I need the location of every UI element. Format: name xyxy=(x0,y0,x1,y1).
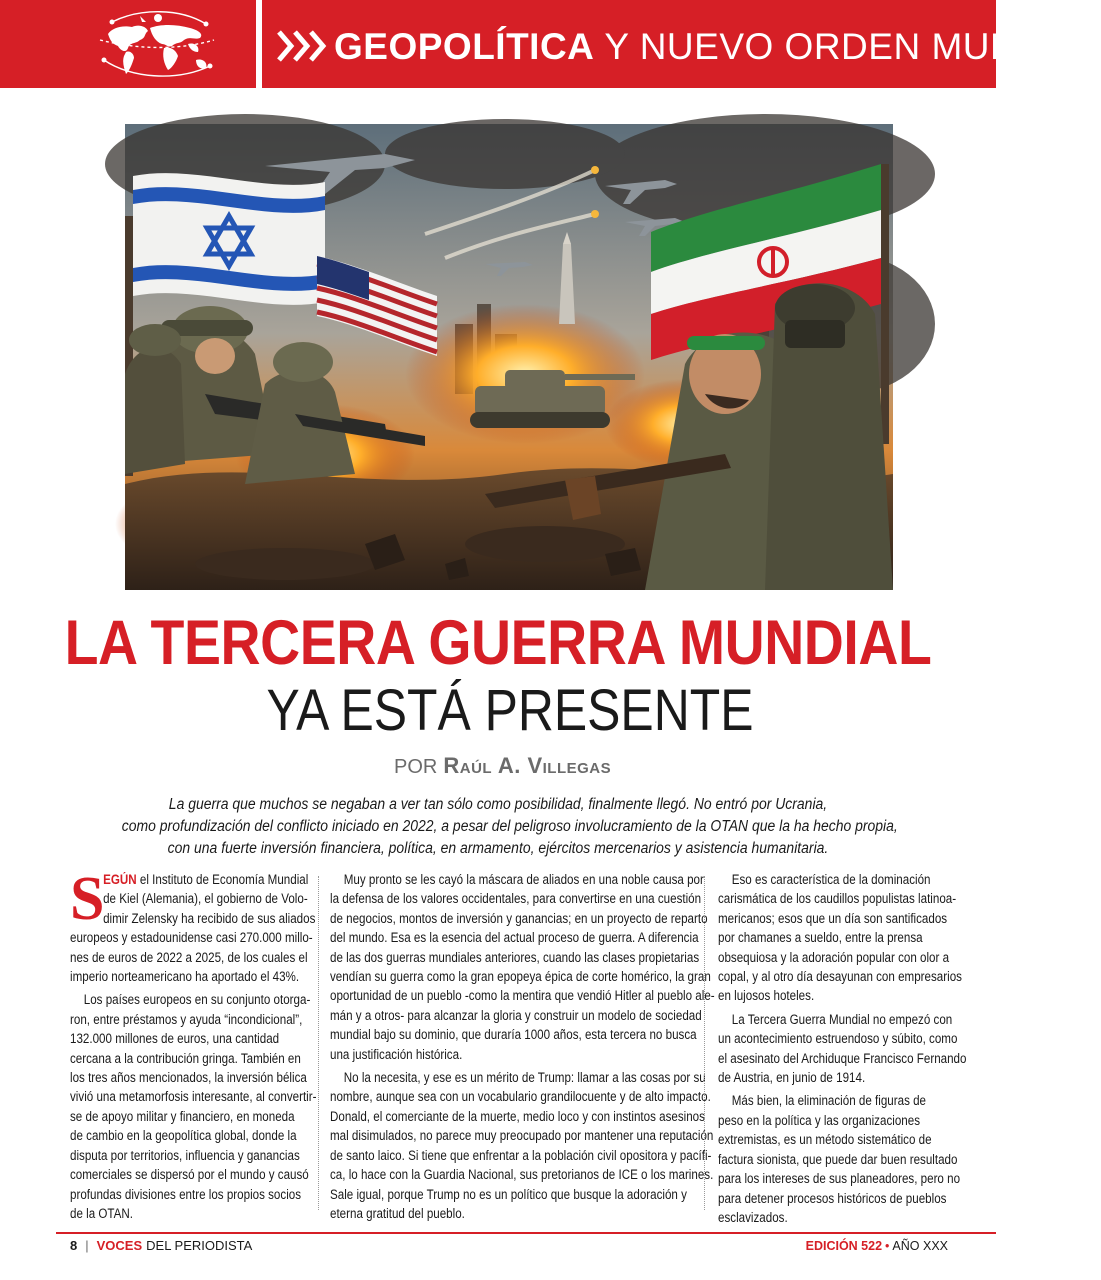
section-header xyxy=(0,0,1101,88)
edition-year: AÑO XXX xyxy=(892,1239,948,1253)
paragraph-line: nes de euros de 2022 a 2025, de los cuales el xyxy=(70,949,308,965)
paragraph-line: vivió una metamorfosis interesante, al convertir- xyxy=(70,1089,317,1105)
paragraph-line: Los países europeos en su conjunto otorga- xyxy=(83,992,311,1008)
paragraph-line: eterna gratitud del pueblo. xyxy=(330,1205,465,1221)
paragraph-line: carismática de los caudillos populistas latinoa- xyxy=(718,891,957,907)
paragraph-line: vendían su guerra como la gran epopeya épica de corte homérico, la gran xyxy=(330,969,711,985)
footer-folio xyxy=(70,1236,252,1256)
paragraph-line: Muy pronto se les cayó la máscara de aliados en una noble causa por xyxy=(343,872,704,887)
paragraph-line: obsequiosa y la adoración popular con olor a xyxy=(718,949,950,965)
paragraph-line: peso en la política y las organizaciones xyxy=(718,1112,921,1128)
paragraph-line: mal disimulados, no parece muy preocupado por mantener una reputación xyxy=(330,1128,714,1144)
section-title-strong: GEOPOLÍTICA xyxy=(334,26,595,67)
paragraph-line: el asesinato del Archiduque Francisco Fernando xyxy=(718,1050,967,1066)
paragraph xyxy=(330,1068,714,1223)
edition-bullet: • xyxy=(885,1239,890,1253)
footer-rule xyxy=(56,1232,996,1234)
edition-number: EDICIÓN 522 xyxy=(805,1239,883,1253)
paragraph xyxy=(70,990,317,1223)
publication-name: VOCES xyxy=(96,1238,143,1253)
paragraph-line: mericanos; esos que un día son santificados xyxy=(718,910,948,926)
paragraph xyxy=(718,870,962,1006)
paragraph-line: para los intereses de sus planeadores, pero no xyxy=(718,1171,961,1187)
lead-line: con una fuerte inversión financiera, política, en armamento, ejércitos mercenarios y asistencia humanitaria. xyxy=(167,840,829,857)
chevron-right-icon xyxy=(275,26,331,66)
paragraph-line: de Kiel (Alemania), el gobierno de Volo- xyxy=(103,891,308,907)
paragraph-line: Sale igual, porque Trump no es un político que busque la adoración y xyxy=(330,1186,687,1202)
paragraph-line: en lujosos hoteles. xyxy=(718,988,815,1004)
paragraph xyxy=(718,1091,961,1227)
paragraph-line: dimir Zelensky ha recibido de sus aliados xyxy=(103,910,316,926)
lead-word: EGÚN xyxy=(103,872,137,887)
publication-name-light: DEL PERIODISTA xyxy=(146,1238,253,1253)
article-column-1 xyxy=(70,865,317,1223)
paragraph-line: extremistas, es un método sistemático de xyxy=(718,1132,932,1148)
folio-separator: | xyxy=(85,1238,89,1253)
paragraph-line: de Austria, en junio de 1914. xyxy=(718,1070,866,1086)
paragraph-line: factura sionista, que puede dar buen resultado xyxy=(718,1151,958,1167)
lead-line: como profundización del conflicto iniciado en 2022, a pesar del peligroso involucramiento de la OTAN que la ha hecho propia, xyxy=(121,818,898,835)
paragraph-line: profundas divisiones entre los propios socios xyxy=(70,1186,302,1202)
paragraph-line: imperio norteamericano ha aportado el 43%. xyxy=(70,969,300,985)
headline-primary: LA TERCERA GUERRA MUNDIAL xyxy=(64,608,932,678)
paragraph-line: de cambio en la geopolítica global, donde la xyxy=(70,1128,297,1144)
paragraph-line: para detener procesos históricos de pueblos xyxy=(718,1190,947,1206)
paragraph xyxy=(330,870,715,1064)
paragraph-line: la defensa de los valores occidentales, para convertirse en una cuestión xyxy=(330,891,702,907)
paragraph-line: Eso es característica de la dominación xyxy=(731,872,931,887)
paragraph-line: ron, entre préstamos y ayuda “incondicional”, xyxy=(70,1011,303,1027)
paragraph-line: copal, y al otro día desayunan con empresarios xyxy=(718,969,962,985)
paragraph-line: comerciales se dispersó por el mundo y causó xyxy=(70,1167,309,1183)
hero-image xyxy=(125,124,893,590)
drop-cap: S xyxy=(70,865,105,933)
column-divider xyxy=(704,876,705,1210)
paragraph-line xyxy=(70,870,309,889)
byline-author: Raúl A. Villegas xyxy=(443,753,612,778)
paragraph xyxy=(70,865,316,986)
article-column-3 xyxy=(718,870,967,1227)
paragraph-line: mán y a otros- para alcanzar la gloria y construir un modelo de sociedad xyxy=(330,1007,702,1023)
article-lead xyxy=(80,794,916,860)
paragraph-line: nombre, aunque sea con un vocabulario grandilocuente y de alto impacto. xyxy=(330,1089,711,1105)
paragraph-line: un acontecimiento estruendoso y súbito, como xyxy=(718,1031,958,1047)
footer-edition xyxy=(806,1236,948,1256)
paragraph-line: No la necesita, y ese es un mérito de Trump: llamar a las cosas por su xyxy=(343,1070,706,1086)
byline xyxy=(394,752,611,780)
paragraph-line: disputa por territorios, influencia y ganancias xyxy=(70,1147,300,1163)
paragraph xyxy=(718,1010,967,1088)
column-divider xyxy=(318,876,319,1210)
article-column-2 xyxy=(330,870,715,1223)
paragraph-line: una justificación histórica. xyxy=(330,1046,463,1062)
world-map-icon xyxy=(0,0,256,88)
paragraph-line: ca, lo hace con la Guardia Nacional, sus pretorianos de ICE o los marines. xyxy=(330,1167,714,1183)
paragraph-line: se de apoyo militar y financiero, en moneda xyxy=(70,1108,295,1124)
byline-prefix: POR xyxy=(394,756,438,778)
paragraph-line: de negocios, montos de inversión y ganancias; en un proyecto de reparto xyxy=(330,910,708,926)
paragraph-line: Más bien, la eliminación de figuras de xyxy=(731,1093,927,1109)
paragraph-line: 132.000 millones de euros, una cantidad xyxy=(70,1031,280,1047)
header-logo xyxy=(0,0,256,88)
header-divider xyxy=(256,0,262,88)
page-number: 8 xyxy=(70,1238,78,1253)
section-title xyxy=(334,22,1101,72)
paragraph-line: cercana a la contribución gringa. También en xyxy=(70,1050,301,1066)
paragraph-line: Donald, el comerciante de la muerte, medio loco y con instintos asesinos xyxy=(330,1108,705,1124)
paragraph-line: de las dos guerras mundiales anteriores, cuando las clases propietarias xyxy=(330,949,700,965)
headline-secondary: YA ESTÁ PRESENTE xyxy=(266,678,754,743)
paragraph-line: oportunidad de un pueblo -como la mentira que vendió Hitler al pueblo ale- xyxy=(330,988,715,1004)
lead-line: La guerra que muchos se negaban a ver tan sólo como posibilidad, finalmente llegó. No entró por Ucrania, xyxy=(168,796,828,813)
section-title-light: Y NUEVO ORDEN MUNDIAL xyxy=(604,26,1101,67)
paragraph-line: esclavizados. xyxy=(718,1209,788,1225)
war-illustration-image xyxy=(125,124,893,590)
paragraph-line: de la OTAN. xyxy=(70,1205,134,1221)
paragraph-line: del mundo. Esa es la esencia del actual proceso de guerra. A diferencia xyxy=(330,930,699,946)
paragraph-line: europeos y estadounidense casi 270.000 millo- xyxy=(70,930,313,946)
paragraph-line-text: el Instituto de Economía Mundial xyxy=(139,872,309,887)
paragraph-line: mundial bajo su dominio, que duraría 1000 años, esta tercera no busca xyxy=(330,1027,697,1043)
paragraph-line: La Tercera Guerra Mundial no empezó con xyxy=(731,1011,953,1027)
paragraph-line: de santo laico. Si tiene que enfrentar a la población civil opositora y pacífi- xyxy=(330,1147,712,1163)
paragraph-line: por chamanes a sueldo, entre la prensa xyxy=(718,930,923,946)
paragraph-line: los tres años mencionados, la inversión bélica xyxy=(70,1070,307,1086)
